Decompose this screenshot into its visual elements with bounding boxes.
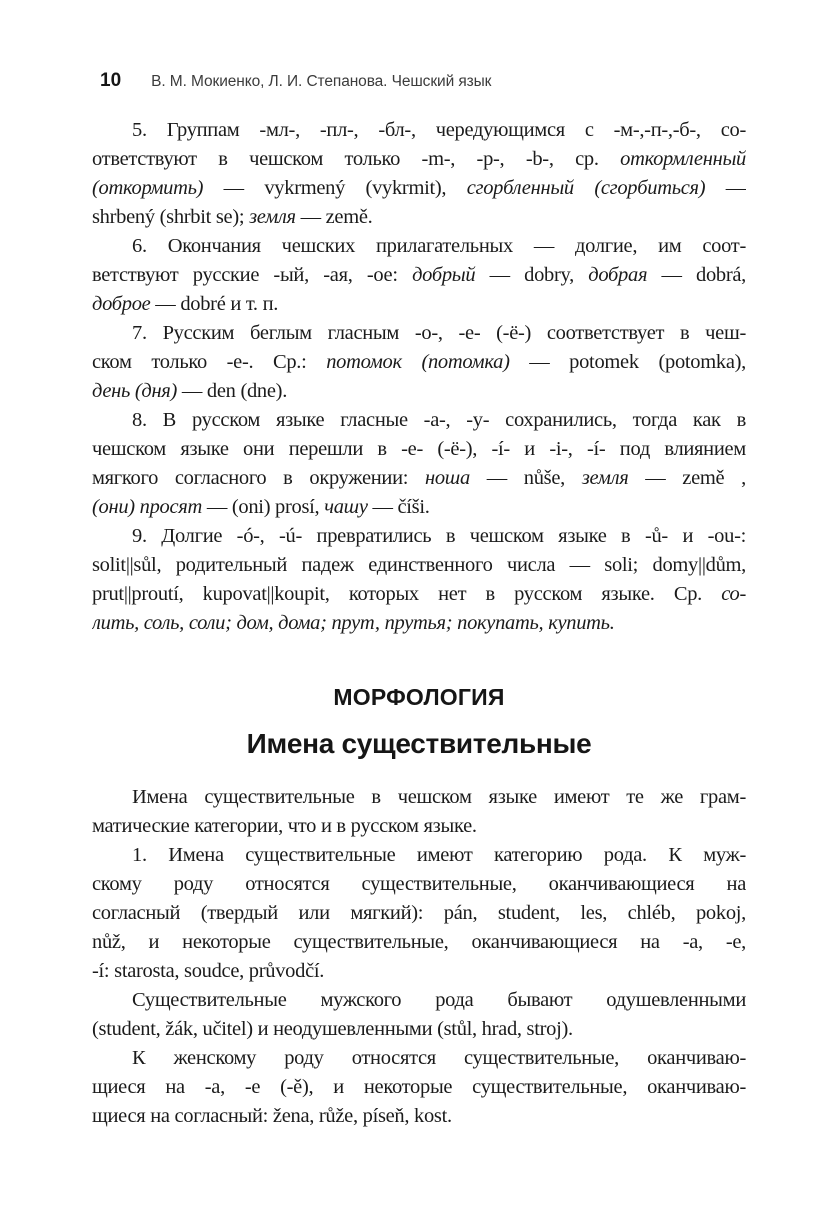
italic-text-segment: чашу (324, 496, 368, 518)
text-line (92, 1044, 746, 1073)
italic-text-segment: земля (249, 206, 296, 228)
text-line (92, 464, 746, 493)
text-line (92, 841, 746, 870)
text-line (92, 870, 746, 899)
text-segment: — dobré и т. п. (150, 293, 279, 315)
text-line (92, 986, 746, 1015)
text-segment: shrbený (shrbit se); (92, 206, 250, 228)
text-line (92, 957, 746, 986)
text-segment: — (oni) prosí, (202, 496, 325, 518)
text-segment: К женскому роду относятся существительные, оканчиваю- (132, 1047, 746, 1069)
morphology-paragraphs (92, 783, 746, 1131)
text-segment: 8. В русском языке гласные -а-, -у- сохранились, тогда как в (132, 409, 746, 431)
italic-text-segment: день (дня) (92, 380, 178, 402)
text-line (92, 1015, 746, 1044)
section-heading: МОРФОЛОГИЯ (333, 684, 505, 710)
text-line (92, 928, 746, 957)
phonetics-paragraphs (92, 116, 746, 638)
text-line (92, 145, 746, 174)
text-line (92, 812, 746, 841)
text-segment: — vykrmený (vykrmit), (203, 177, 467, 199)
text-line (92, 319, 746, 348)
text-line (92, 232, 746, 261)
italic-text-segment: откормленный (620, 148, 746, 170)
running-title: В. М. Мокиенко, Л. И. Степанова. Чешский язык (151, 73, 492, 90)
text-segment: — dobrá, (647, 264, 746, 286)
text-segment: щиеся на -a, -e (-ě), и некоторые существительные, оканчиваю- (92, 1076, 746, 1098)
italic-text-segment: ноша (424, 467, 470, 489)
text-segment: prut||proutí, kupovat||koupit, которых нет в русском языке. Ср. (92, 583, 722, 605)
text-segment: согласный (твердый или мягкий): pán, student, les, chléb, pokoj, (92, 902, 746, 924)
italic-text-segment: земля (581, 467, 629, 489)
text-segment: ветствуют русские -ый, -ая, -ое: (92, 264, 413, 286)
italic-text-segment: добрый (412, 264, 476, 286)
text-line (92, 261, 746, 290)
text-line (92, 522, 746, 551)
text-line (92, 1102, 746, 1131)
italic-text-segment: сгорбленный (сгорбиться) (466, 177, 706, 199)
text-segment: -í: starosta, soudce, průvodčí. (92, 960, 325, 982)
italic-text-segment: лить, соль, соли; дом, дома; прут, прутья; покупать, купить. (92, 612, 615, 634)
text-line (92, 899, 746, 928)
text-segment: 5. Группам -мл-, -пл-, -бл-, чередующимся с -м-,-п-,-б-, со- (132, 119, 746, 141)
text-segment: Существительные мужского рода бывают одушевленными (132, 989, 746, 1011)
text-line (92, 1073, 746, 1102)
text-line (92, 348, 746, 377)
text-segment: 1. Имена существительные имеют категорию рода. К муж- (132, 844, 746, 866)
text-segment: чешском языке они перешли в -е- (-ё-), -í- и -i-, -í- под влиянием (92, 438, 746, 460)
italic-text-segment: потомок (потомка) (326, 351, 510, 373)
italic-text-segment: доброе (92, 293, 151, 315)
text-line (92, 609, 746, 638)
text-segment: матические категории, что и в русском языке. (92, 815, 477, 837)
text-line (92, 174, 746, 203)
text-segment: ском только -е-. Ср.: (92, 351, 327, 373)
text-line (92, 435, 746, 464)
page-number: 10 (100, 70, 122, 91)
text-segment: — (705, 177, 746, 199)
text-line (92, 493, 746, 522)
text-line (92, 116, 746, 145)
text-segment: — dobry, (475, 264, 589, 286)
italic-text-segment: добрая (588, 264, 648, 286)
text-segment: Имена существительные в чешском языке имеют те же грам- (132, 786, 746, 808)
text-line (92, 580, 746, 609)
text-segment: щиеся на согласный: žena, růže, píseň, kost. (92, 1105, 452, 1127)
text-segment: 9. Долгие -ó-, -ú- превратились в чешском языке в -ů- и -ou-: (132, 525, 746, 547)
text-segment: nůž, и некоторые существительные, оканчивающиеся на -a, -e, (92, 931, 746, 953)
text-segment: — potomek (potomka), (509, 351, 746, 373)
text-line (92, 203, 746, 232)
running-header (100, 70, 745, 92)
text-segment: — den (dne). (177, 380, 288, 402)
text-line (92, 551, 746, 580)
text-segment: ответствуют в чешском только -m-, -p-, -b-, ср. (92, 148, 621, 170)
text-segment: (student, žák, učitel) и неодушевленными (stůl, hrad, stroj). (92, 1018, 573, 1040)
text-segment: 7. Русским беглым гласным -о-, -е- (-ё-) соответствует в чеш- (132, 322, 746, 344)
text-line (92, 406, 746, 435)
text-segment: скому роду относятся существительные, оканчивающиеся на (92, 873, 746, 895)
text-segment: solit||sůl, родительный падеж единственного числа — soli; domy||dům, (92, 554, 746, 576)
text-segment: — země , (628, 467, 746, 489)
text-line (92, 377, 746, 406)
subsection-heading: Имена существительные (246, 728, 592, 759)
italic-text-segment: со- (721, 583, 746, 605)
italic-text-segment: (они) просят (92, 496, 203, 518)
text-segment: — nůše, (469, 467, 582, 489)
text-line (92, 783, 746, 812)
text-segment: мягкого согласного в окружении: (92, 467, 425, 489)
text-segment: 6. Окончания чешских прилагательных — долгие, им соот- (132, 235, 746, 257)
italic-text-segment: (откормить) (92, 177, 204, 199)
text-line (92, 290, 746, 319)
text-segment: — země. (295, 206, 373, 228)
text-segment: — číši. (367, 496, 430, 518)
